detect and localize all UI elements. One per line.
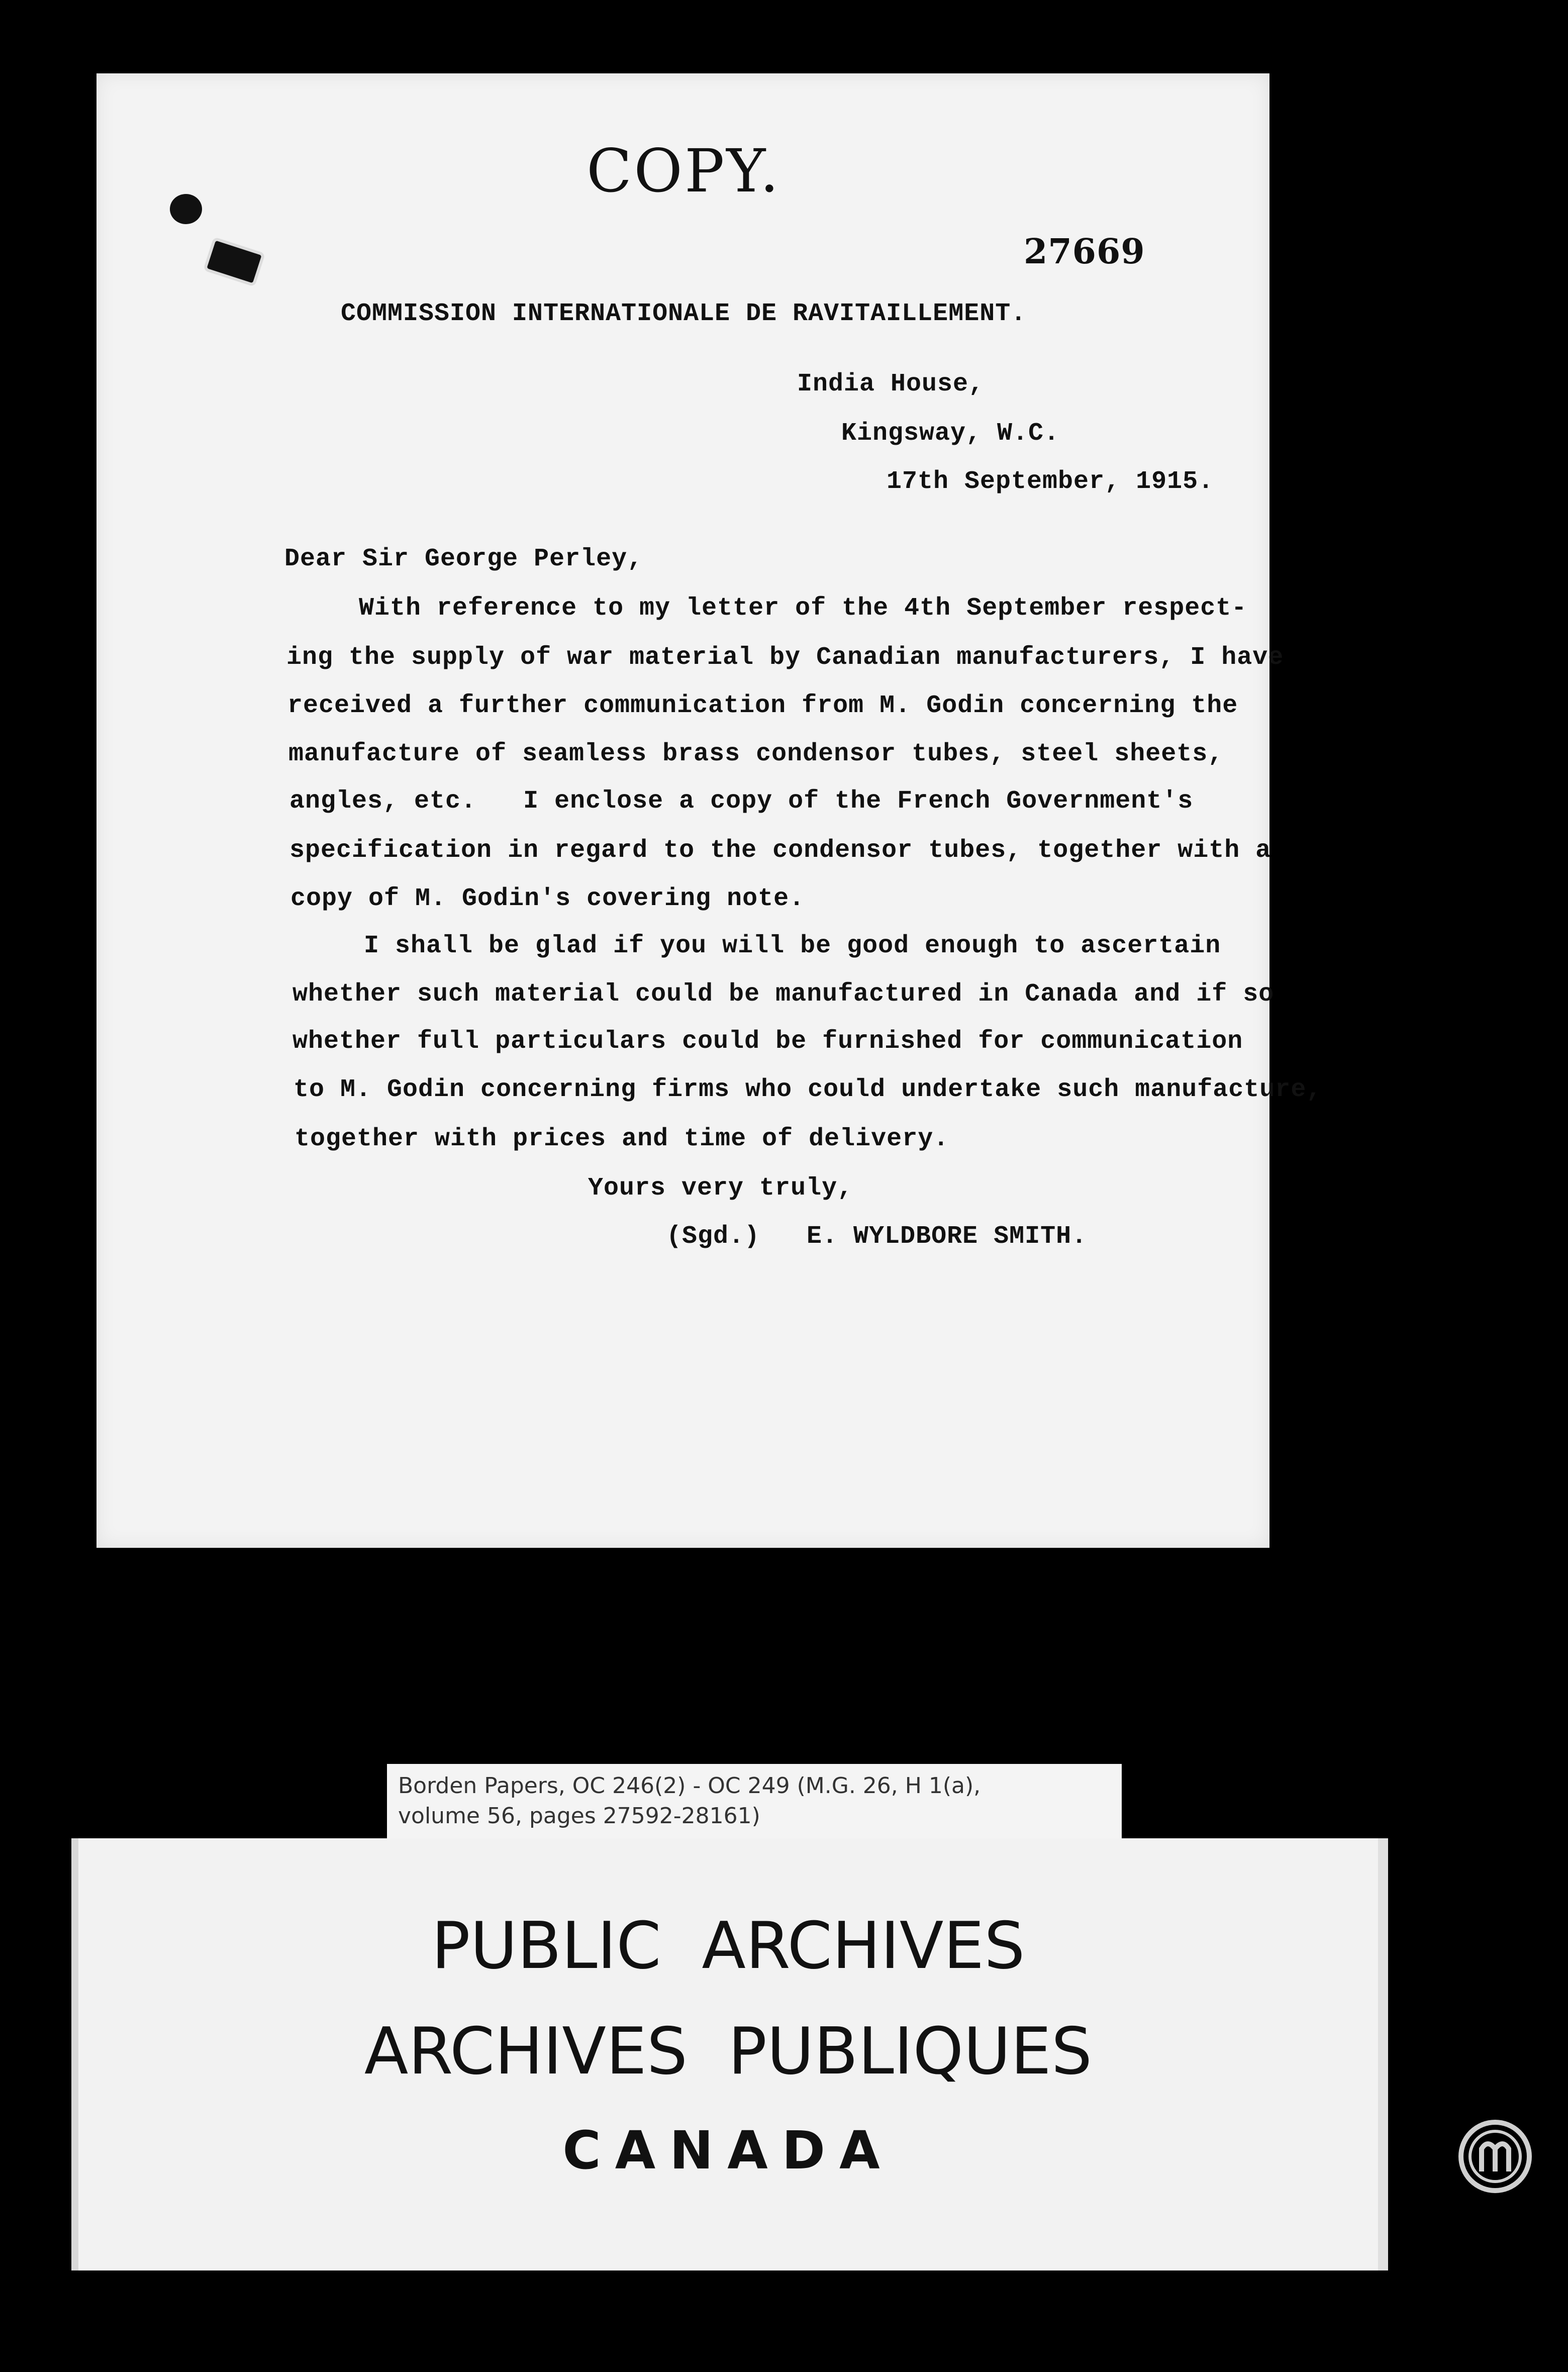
salutation: Dear Sir George Perley,: [284, 545, 643, 573]
body-line: ing the supply of war material by Canadian manufacturers, I have: [286, 643, 1284, 672]
archives-title-en: PUBLIC ARCHIVES: [431, 1909, 1025, 1984]
organization-name: COMMISSION INTERNATIONALE DE RAVITAILLEMENT.: [341, 300, 1027, 328]
letter-date: 17th September, 1915.: [887, 467, 1214, 496]
reference-slip: [387, 1764, 1122, 1840]
body-line: angles, etc. I enclose a copy of the French Government's: [289, 787, 1194, 816]
microfilm-logo-icon: [1457, 2119, 1533, 2194]
body-line: received a further communication from M. Godin concerning the: [287, 691, 1238, 720]
body-line: With reference to my letter of the 4th September respect-: [359, 594, 1247, 623]
copy-header: COPY.: [586, 136, 781, 206]
document-number: 27669: [1024, 232, 1145, 272]
body-line: manufacture of seamless brass condensor tubes, steel sheets,: [288, 740, 1224, 768]
archives-country: CANADA: [562, 2120, 894, 2181]
body-line: whether such material could be manufactured in Canada and if so: [292, 980, 1275, 1009]
body-line: whether full particulars could be furnished for communication: [292, 1027, 1243, 1056]
address-line: India House,: [797, 370, 985, 399]
punch-hole: [170, 194, 202, 224]
letter-page: [96, 73, 1322, 1548]
punch-hole: [203, 237, 265, 287]
address-line: Kingsway, W.C.: [841, 419, 1060, 448]
body-line: to M. Godin concerning firms who could undertake such manufacture,: [293, 1075, 1322, 1104]
archives-card: [71, 1838, 1388, 2270]
reference-line: volume 56, pages 27592-28161): [398, 1803, 760, 1829]
archives-title-fr: ARCHIVES PUBLIQUES: [364, 2014, 1093, 2089]
signature: (Sgd.) E. WYLDBORE SMITH.: [666, 1222, 1088, 1251]
closing: Yours very truly,: [588, 1174, 853, 1203]
body-line: together with prices and time of delivery.: [295, 1125, 949, 1153]
body-line: I shall be glad if you will be good enough to ascertain: [364, 932, 1221, 960]
reference-line: Borden Papers, OC 246(2) - OC 249 (M.G. 26, H 1(a),: [398, 1773, 981, 1799]
body-line: copy of M. Godin's covering note.: [290, 884, 805, 913]
body-line: specification in regard to the condensor tubes, together with a: [289, 836, 1271, 865]
